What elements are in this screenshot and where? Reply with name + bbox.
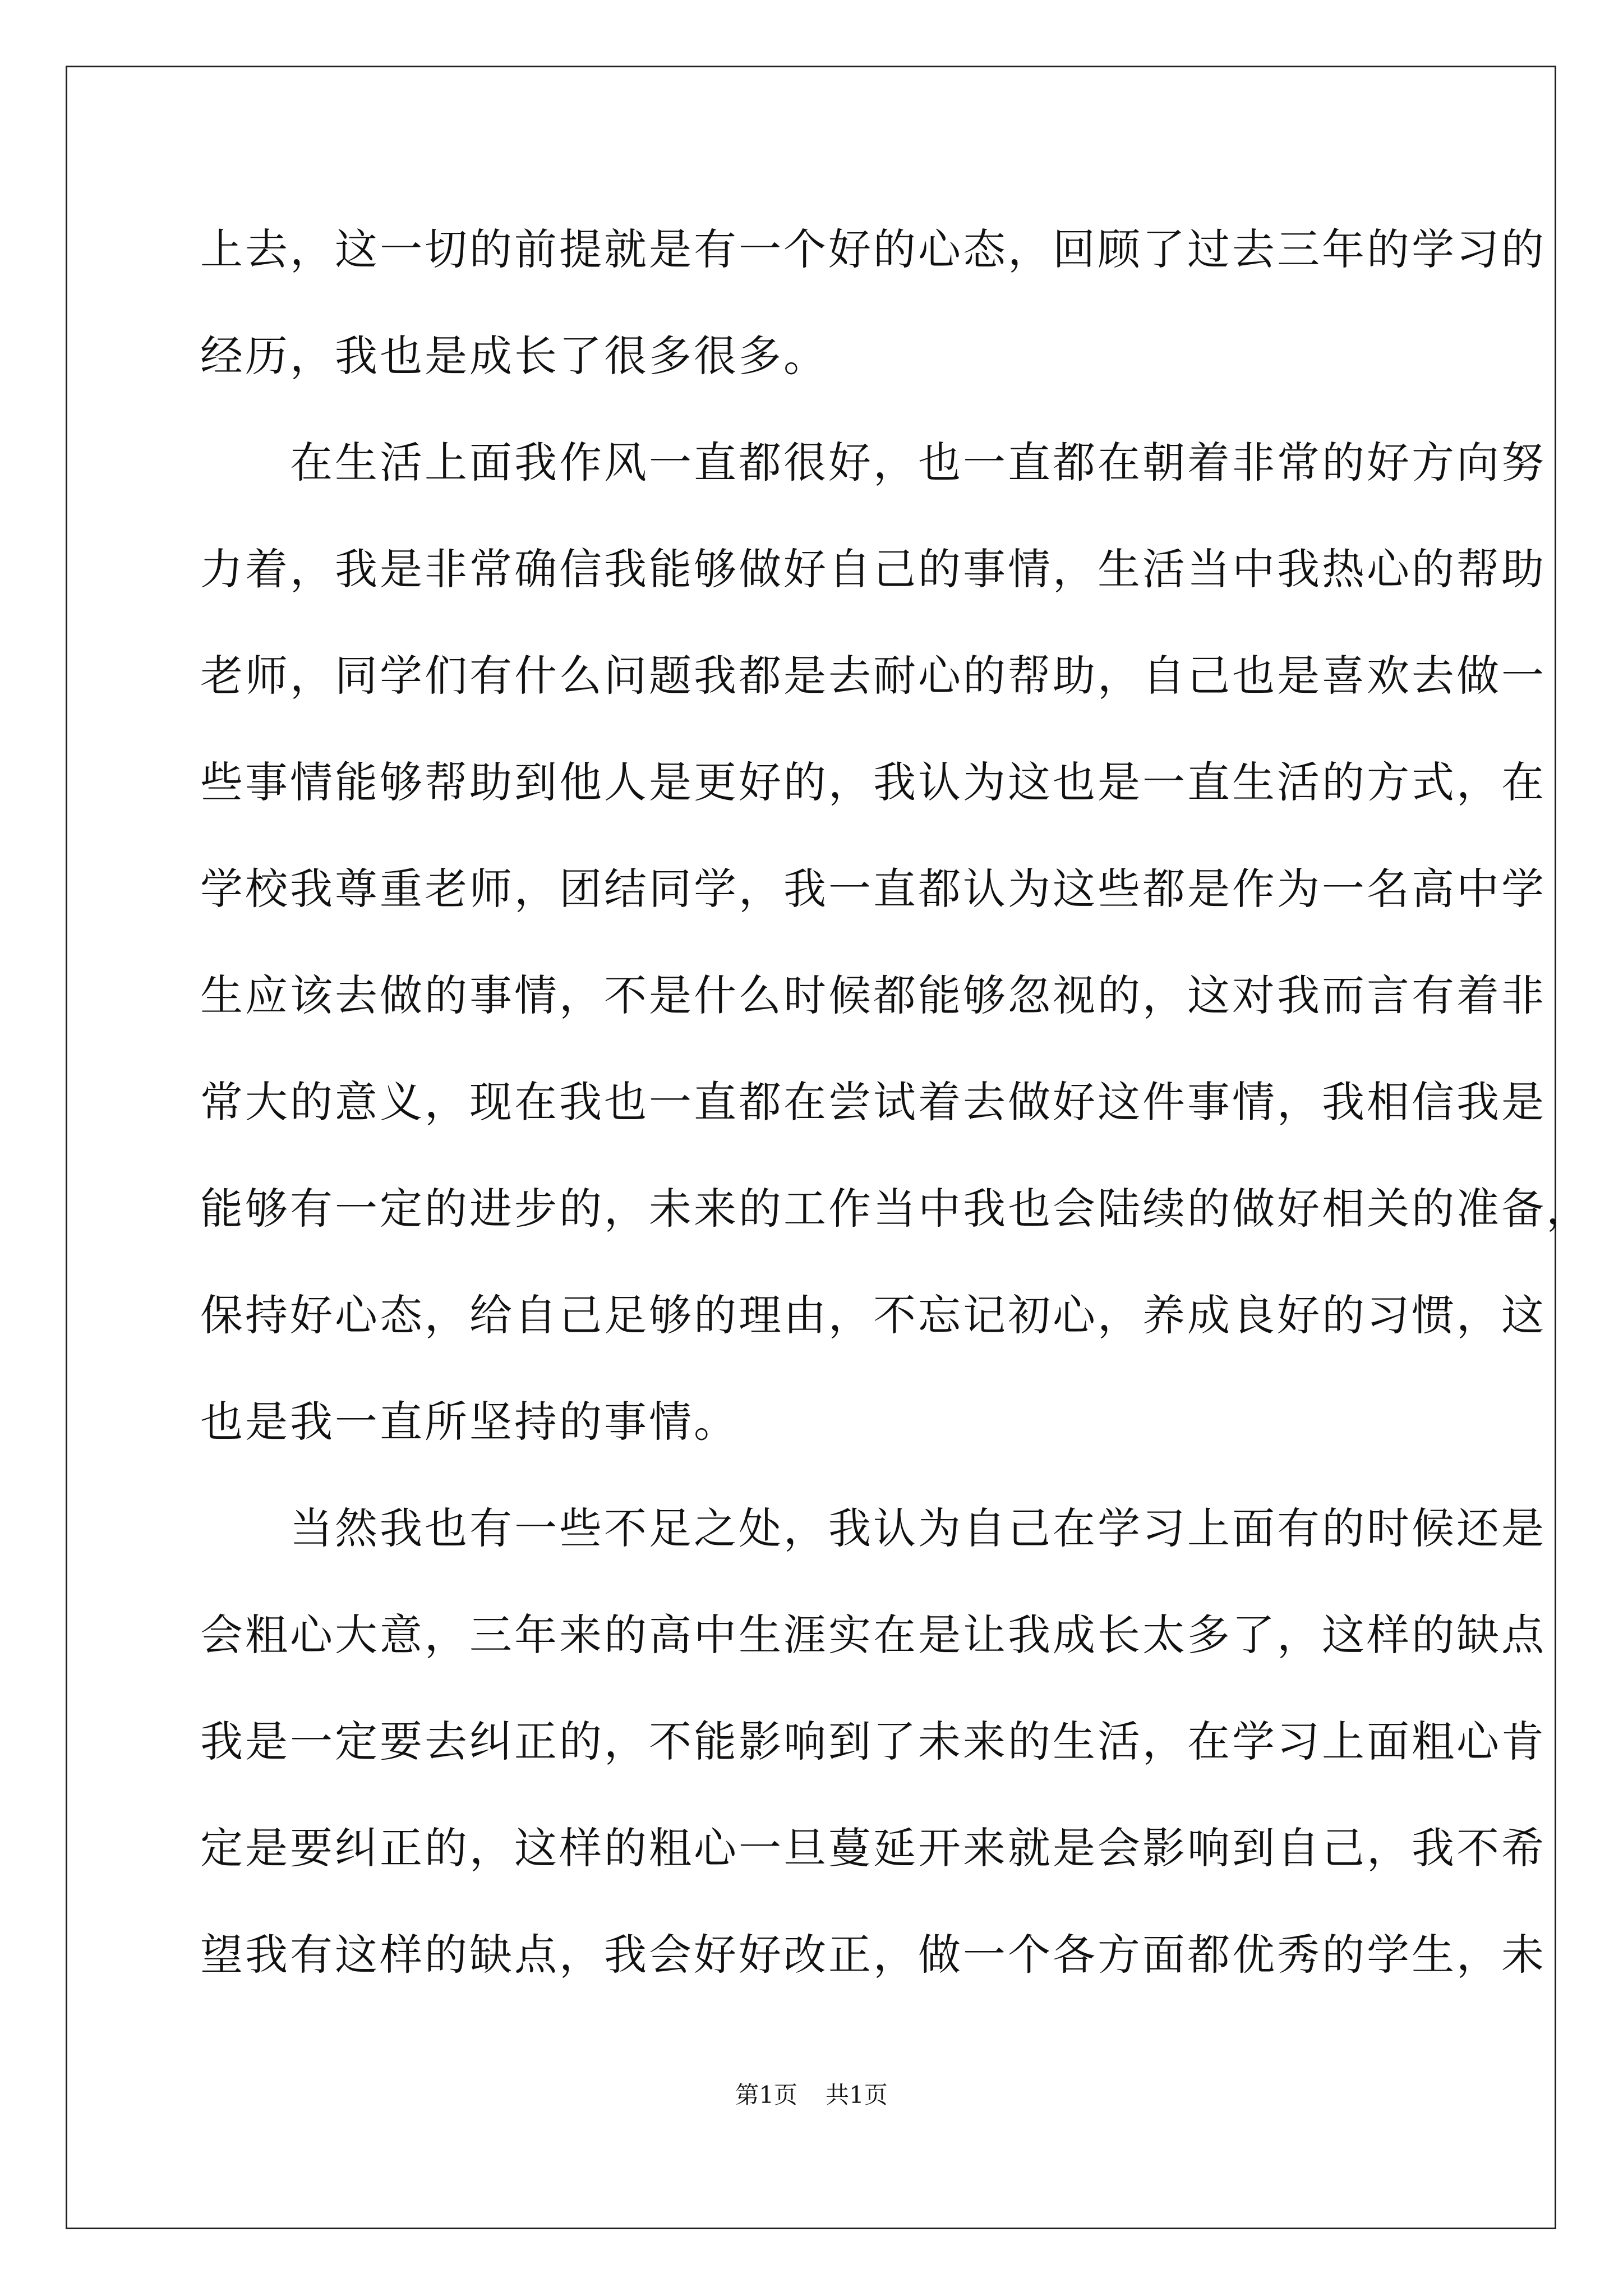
page-footer	[0, 2077, 1623, 2110]
text-line: 上去，这一切的前提就是有一个好的心态，回顾了过去三年的学习的	[200, 224, 1546, 274]
text-line: 生应该去做的事情，不是什么时候都能够忽视的，这对我而言有着非	[200, 970, 1546, 1020]
text-line: 也是我一直所坚持的事情。	[200, 1397, 739, 1447]
document-body	[200, 196, 1591, 2008]
text-line: 经历，我也是成长了很多很多。	[200, 331, 828, 381]
text-line: 常大的意义，现在我也一直都在尝试着去做好这件事情，我相信我是	[200, 1077, 1546, 1127]
text-line: 能够有一定的进步的，未来的工作当中我也会陆续的做好相关的准备，	[200, 1184, 1591, 1234]
text-line: 我是一定要去纠正的，不能影响到了未来的生活，在学习上面粗心肯	[200, 1717, 1546, 1766]
text-line: 老师，同学们有什么问题我都是去耐心的帮助，自己也是喜欢去做一	[200, 651, 1546, 701]
text-line: 保持好心态，给自己足够的理由，不忘记初心，养成良好的习惯，这	[200, 1290, 1546, 1340]
text-line: 定是要纠正的，这样的粗心一旦蔓延开来就是会影响到自己，我不希	[200, 1823, 1546, 1873]
text-line: 当然我也有一些不足之处，我认为自己在学习上面有的时候还是	[200, 1503, 1546, 1553]
text-line: 在生活上面我作风一直都很好，也一直都在朝着非常的好方向努	[200, 438, 1546, 487]
page-number-current: 第1页	[735, 2081, 797, 2109]
text-line: 学校我尊重老师，团结同学，我一直都认为这些都是作为一名高中学	[200, 864, 1546, 914]
page-number-total: 共1页	[826, 2081, 888, 2109]
text-line: 望我有这样的缺点，我会好好改正，做一个各方面都优秀的学生，未	[200, 1930, 1546, 1980]
text-line: 力着，我是非常确信我能够做好自己的事情，生活当中我热心的帮助	[200, 544, 1546, 594]
text-line: 会粗心大意，三年来的高中生涯实在是让我成长太多了，这样的缺点	[200, 1610, 1546, 1660]
text-line: 些事情能够帮助到他人是更好的，我认为这也是一直生活的方式，在	[200, 757, 1546, 807]
